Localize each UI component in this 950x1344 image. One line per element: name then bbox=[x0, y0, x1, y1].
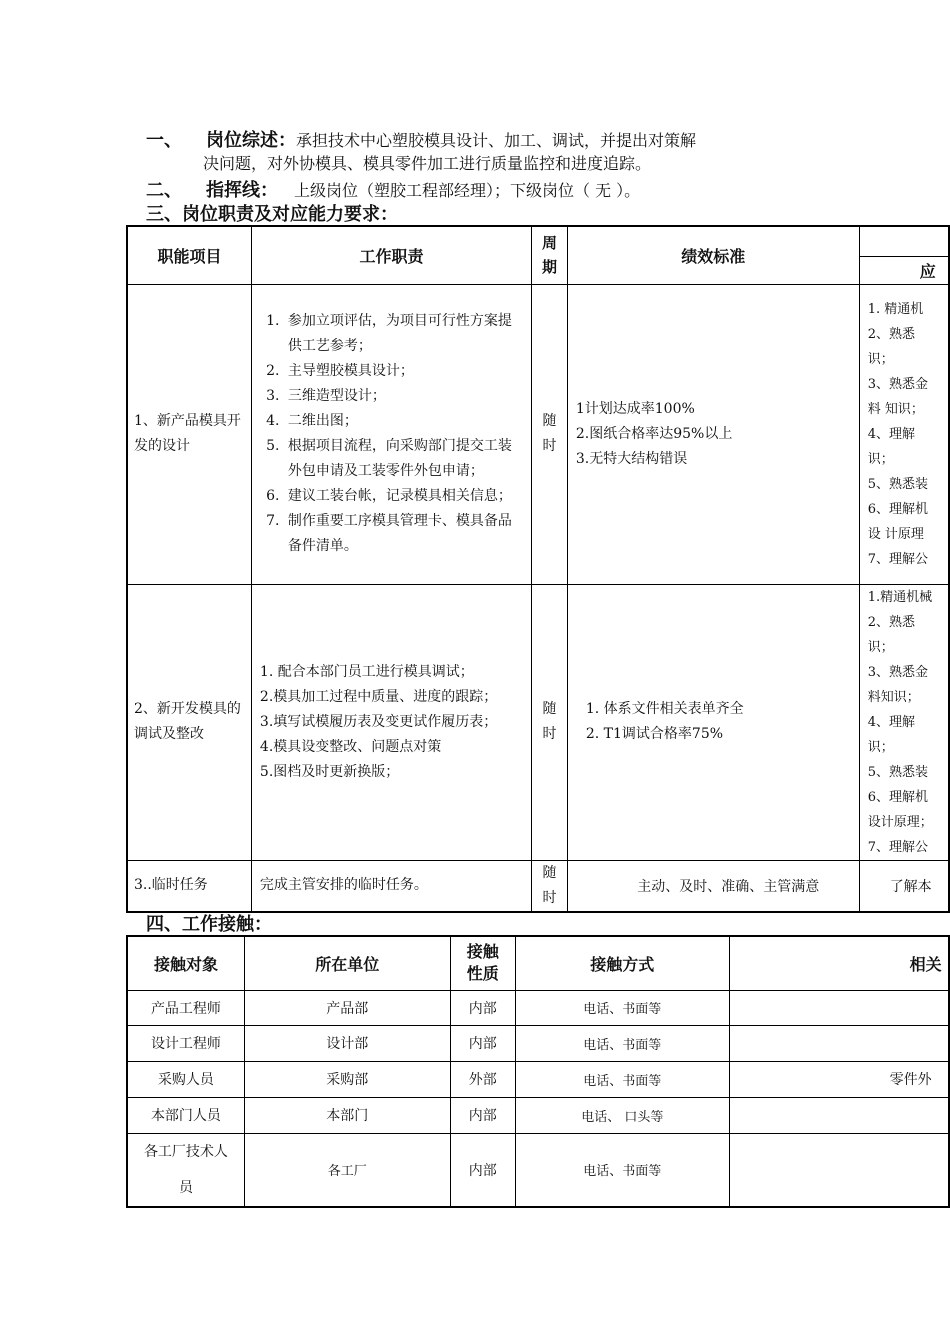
row-2-duty-2: 2.模具加工过程中质量、进度的跟踪； bbox=[259, 688, 498, 705]
section-1-title: 岗位综述： bbox=[206, 130, 296, 151]
row-1-duty-1: 1. 参加立项评估，为项目可行性方案提供工艺参考； bbox=[284, 309, 525, 359]
header-kpi: 绩效标准 bbox=[567, 226, 859, 284]
row-2-cycle: 随时 bbox=[532, 584, 568, 860]
contact-row-2 bbox=[127, 1025, 949, 1061]
contact-row-2-related bbox=[729, 1025, 949, 1061]
section-1-number: 一、 bbox=[146, 130, 182, 151]
header-ability-top bbox=[859, 226, 949, 256]
contact-row-2-unit: 设计部 bbox=[244, 1025, 450, 1061]
row-1-kpi-1: 1计划达成率100% bbox=[575, 400, 695, 417]
header-ability: 应 bbox=[859, 256, 949, 284]
contact-header-related: 相关 bbox=[729, 936, 949, 990]
section-1-line-1 bbox=[146, 126, 696, 152]
row-1-duty-3: 3. 三维造型设计； bbox=[284, 384, 525, 409]
header-item: 职能项目 bbox=[127, 226, 251, 284]
row-2-ability: 1.精通机械 2、熟悉 识； 3、熟悉金 料知识； 4、理解 识； 5、熟悉装 6、理解机 设计原理； 7、理解公 bbox=[859, 584, 949, 860]
contact-row-4-unit: 本部门 bbox=[244, 1097, 450, 1133]
row-2-duty-1: 1. 配合本部门员工进行模具调试； bbox=[259, 663, 474, 680]
row-1-duty-4: 4. 二维出图； bbox=[284, 409, 525, 434]
contact-row-3-target: 采购人员 bbox=[127, 1061, 244, 1097]
contact-header-method: 接触方式 bbox=[515, 936, 729, 990]
row-3-ability: 了解本 bbox=[859, 860, 949, 912]
row-2-kpi bbox=[567, 584, 859, 860]
duties-table bbox=[126, 225, 950, 913]
contact-row-4-target: 本部门人员 bbox=[127, 1097, 244, 1133]
contact-row-1-method: 电话、书面等 bbox=[515, 990, 729, 1025]
contact-header-unit: 所在单位 bbox=[244, 936, 450, 990]
header-duty: 工作职责 bbox=[251, 226, 531, 284]
contact-row-2-nature: 内部 bbox=[450, 1025, 515, 1061]
contact-row-3-related: 零件外 bbox=[729, 1061, 949, 1097]
row-3-item: 3..临时任务 bbox=[127, 860, 251, 912]
row-1-kpi-2: 2.图纸合格率达95%以上 bbox=[575, 425, 733, 442]
contact-row-1 bbox=[127, 990, 949, 1025]
section-3-title: 三、岗位职责及对应能力要求： bbox=[146, 204, 398, 225]
row-1-duty-6: 6. 建议工装台帐，记录模具相关信息； bbox=[284, 484, 525, 509]
row-1-duties bbox=[251, 284, 531, 584]
contact-row-2-method: 电话、书面等 bbox=[515, 1025, 729, 1061]
row-1-duty-2: 2. 主导塑胶模具设计； bbox=[284, 359, 525, 384]
row-1-kpi-3: 3.无特大结构错误 bbox=[575, 450, 688, 467]
row-2-duty-4: 4.模具设变整改、问题点对策 bbox=[259, 738, 442, 755]
contact-row-3-method: 电话、书面等 bbox=[515, 1061, 729, 1097]
contact-row-4-method: 电话、 口头等 bbox=[515, 1097, 729, 1133]
row-2-duty-3: 3.填写试模履历表及变更试作履历表； bbox=[259, 713, 498, 730]
contact-table bbox=[126, 935, 950, 1208]
contact-row-5-related bbox=[729, 1133, 949, 1207]
header-cycle: 周期 bbox=[532, 226, 568, 284]
duties-row-2 bbox=[127, 584, 949, 860]
contact-row-1-target: 产品工程师 bbox=[127, 990, 244, 1025]
row-2-duties bbox=[251, 584, 531, 860]
contact-row-4 bbox=[127, 1097, 949, 1133]
contact-row-1-related bbox=[729, 990, 949, 1025]
duties-row-3 bbox=[127, 860, 949, 912]
row-1-ability: 1. 精通机 2、熟悉 识； 3、熟悉金 料 知识； 4、理解 识； 5、熟悉装 6、理解机 设 计原理 7、理解公 bbox=[859, 284, 949, 584]
contact-row-1-unit: 产品部 bbox=[244, 990, 450, 1025]
section-1-text-continued: 决问题，对外协模具、模具零件加工进行质量监控和进度追踪。 bbox=[203, 154, 652, 173]
contact-row-5-method: 电话、书面等 bbox=[515, 1133, 729, 1207]
row-2-kpi-1: 1. 体系文件相关表单齐全 bbox=[585, 701, 744, 717]
contact-row-5-unit: 各工厂 bbox=[244, 1133, 450, 1207]
row-3-kpi: 主动、及时、准确、主管满意 bbox=[567, 860, 859, 912]
section-1-line-2 bbox=[203, 151, 651, 174]
contact-row-2-target: 设计工程师 bbox=[127, 1025, 244, 1061]
row-2-item: 2、新开发模具的调试及整改 bbox=[127, 584, 251, 860]
contact-row-1-nature: 内部 bbox=[450, 990, 515, 1025]
duties-row-1 bbox=[127, 284, 949, 584]
contact-row-5-target: 各工厂技术人员 bbox=[127, 1133, 244, 1207]
section-2-title: 指挥线： bbox=[206, 180, 278, 201]
contact-row-3-nature: 外部 bbox=[450, 1061, 515, 1097]
contact-header-nature: 接触性质 bbox=[450, 936, 515, 990]
row-1-duty-7: 7. 制作重要工序模具管理卡、模具备品备件清单。 bbox=[284, 509, 525, 559]
row-1-item: 1、新产品模具开发的设计 bbox=[127, 284, 251, 584]
row-1-cycle: 随时 bbox=[532, 284, 568, 584]
row-1-duty-5: 5. 根据项目流程，向采购部门提交工装外包申请及工装零件外包申请； bbox=[284, 434, 525, 484]
row-1-kpi bbox=[567, 284, 859, 584]
section-1-text: 承担技术中心塑胶模具设计、加工、调试，并提出对策解 bbox=[296, 131, 697, 150]
contact-row-3 bbox=[127, 1061, 949, 1097]
row-3-duty: 完成主管安排的临时任务。 bbox=[251, 860, 531, 912]
section-2-text: 上级岗位（塑胶工程部经理）；下级岗位（ 无 ）。 bbox=[294, 181, 641, 200]
contact-row-5-nature: 内部 bbox=[450, 1133, 515, 1207]
contact-header-target: 接触对象 bbox=[127, 936, 244, 990]
section-2-line bbox=[146, 176, 640, 202]
contact-row-3-unit: 采购部 bbox=[244, 1061, 450, 1097]
contact-row-4-nature: 内部 bbox=[450, 1097, 515, 1133]
row-2-duty-5: 5.图档及时更新换版； bbox=[259, 763, 400, 780]
section-2-number: 二、 bbox=[146, 180, 182, 201]
contact-row-5 bbox=[127, 1133, 949, 1207]
section-4-title: 四、工作接触： bbox=[146, 914, 272, 935]
row-2-kpi-2: 2. T1调试合格率75% bbox=[585, 726, 724, 742]
contact-row-4-related bbox=[729, 1097, 949, 1133]
row-3-cycle: 随时 bbox=[532, 860, 568, 912]
